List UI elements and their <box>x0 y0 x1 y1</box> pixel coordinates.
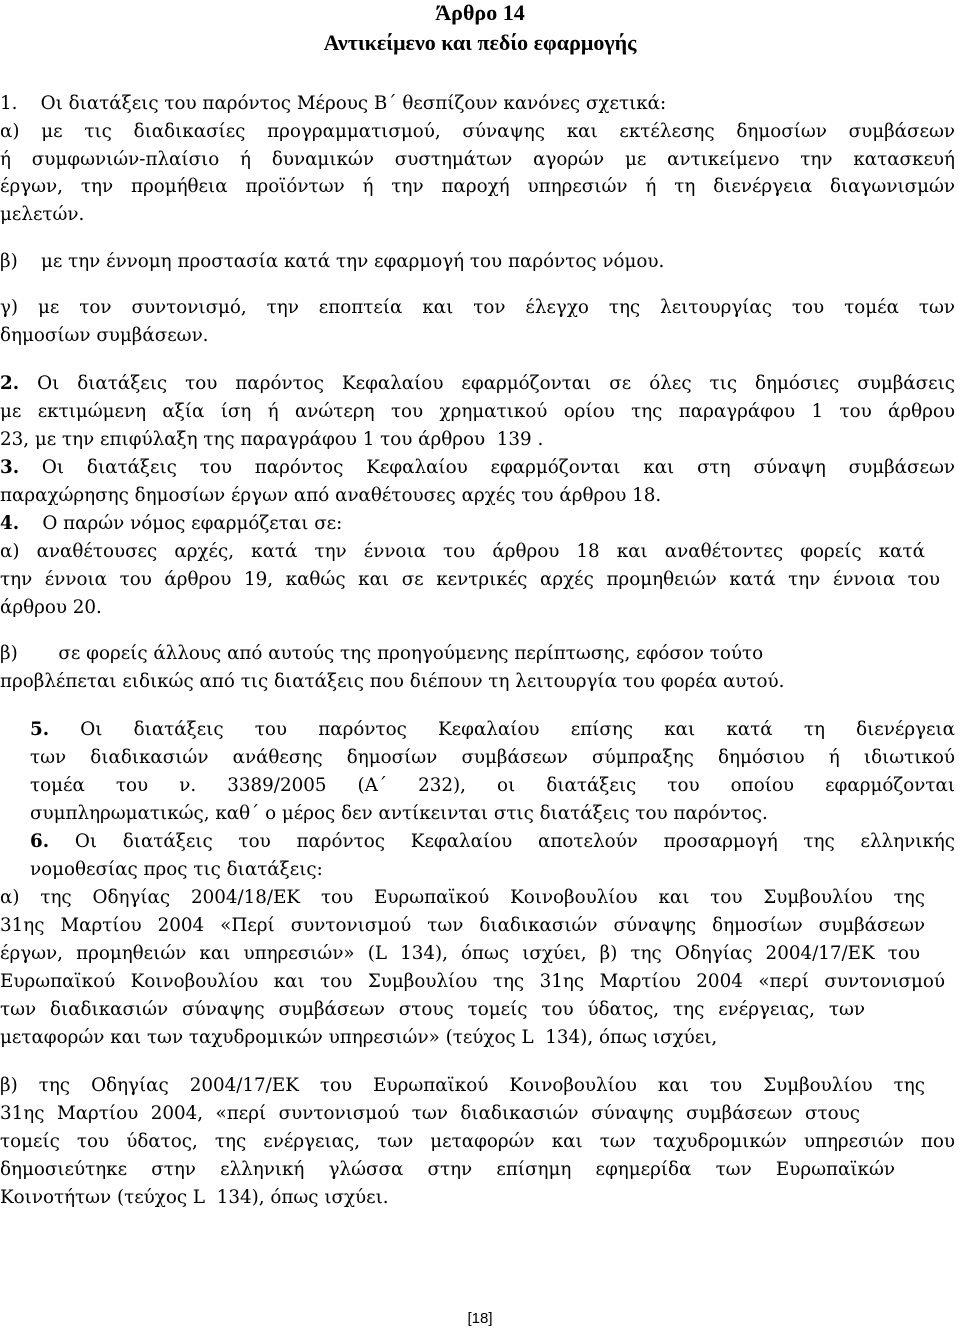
text-line <box>0 1159 895 1181</box>
line-text: την έννοια του άρθρου 19, καθώς και σε κεντρικές αρχές προμηθειών κατά την έννοια του <box>0 569 940 590</box>
text-line <box>30 775 955 797</box>
line-text: α) με τις διαδικασίες προγραμματισμού, σύναψης και εκτέλεσης δημοσίων συμβάσεων <box>0 121 955 142</box>
line-text: 31ης Μαρτίου 2004 «Περί συντονισμού των διαδικασιών σύναψης δημοσίων συμβάσεων <box>0 915 925 936</box>
page-number: [18] <box>467 1310 493 1327</box>
text-line <box>0 401 955 423</box>
text-line <box>0 671 784 693</box>
text-line <box>0 204 84 226</box>
text-line <box>0 513 342 535</box>
line-text: Οι διατάξεις του παρόντος Κεφαλαίου εφαρμόζονται και στη σύναψη συμβάσεων <box>19 457 955 478</box>
text-line <box>30 719 955 741</box>
line-text: ή συμφωνιών-πλαίσιο ή δυναμικών συστημάτων αγορών με αντικείμενο την κατασκευή <box>0 149 955 170</box>
line-text: γ) με τον συντονισμό, την εποπτεία και τον έλεγχο της λειτουργίας του τομέα των <box>0 297 955 318</box>
line-text: Οι διατάξεις του παρόντος Κεφαλαίου επίσης και κατά τη διενέργεια <box>49 719 955 740</box>
text-line <box>0 943 920 965</box>
line-text: δημοσιεύτηκε στην ελληνική γλώσσα στην επίσημη εφημερίδα των Ευρωπαϊκών <box>0 1159 895 1180</box>
text-line <box>0 325 209 347</box>
text-line <box>0 457 955 479</box>
text-line <box>0 176 955 198</box>
paragraph-number: 2. <box>0 373 20 394</box>
text-line <box>0 1131 955 1153</box>
text-line <box>0 485 661 507</box>
line-text: νομοθεσίας προς τις διατάξεις: <box>30 859 323 880</box>
paragraph-number: 4. <box>0 513 20 534</box>
line-text: 31ης Μαρτίου 2004, «περί συντονισμού των διαδικασιών σύναψης συμβάσεων στους <box>0 1103 860 1124</box>
line-text: των διαδικασιών ανάθεσης δημοσίων συμβάσεων σύμπραξης δημόσιου ή ιδιωτικού <box>30 747 955 768</box>
line-text: Οι διατάξεις του παρόντος Κεφαλαίου εφαρμόζονται σε όλες τις δημόσιες συμβάσεις <box>19 373 955 394</box>
line-text: μεταφορών και των ταχυδρομικών υπηρεσιών» (τεύχος L 134), όπως ισχύει, <box>0 1027 718 1048</box>
text-line <box>0 1027 717 1049</box>
line-text: α) της Οδηγίας 2004/18/ΕΚ του Ευρωπαϊκού Κοινοβουλίου και του Συμβουλίου της <box>0 887 925 908</box>
line-text: α) αναθέτουσες αρχές, κατά την έννοια του άρθρου 18 και αναθέτοντες φορείς κατά <box>0 541 925 562</box>
text-line <box>30 859 323 881</box>
article-heading: Άρθρο 14 <box>435 0 525 25</box>
text-line <box>0 1103 860 1125</box>
text-line <box>0 569 940 591</box>
line-text: με εκτιμώμενη αξία ίση ή ανώτερη του χρηματικού ορίου της παραγράφου 1 του άρθρου <box>0 401 955 422</box>
line-text: τομείς του ύδατος, της ενέργειας, των μεταφορών και των ταχυδρομικών υπηρεσιών που <box>0 1131 955 1152</box>
line-text: παραχώρησης δημοσίων έργων από αναθέτουσες αρχές του άρθρου 18. <box>0 485 662 506</box>
line-text: τομέα του ν. 3389/2005 (Α΄ 232), οι διατάξεις του οποίου εφαρμόζονται <box>30 775 955 796</box>
text-line <box>0 1075 925 1097</box>
text-line <box>0 999 865 1021</box>
text-line <box>0 1187 389 1209</box>
line-text: των διαδικασιών σύναψης συμβάσεων στους τομείς του ύδατος, της ενέργειας, των <box>0 999 865 1020</box>
line-text: άρθρου 20. <box>0 597 102 618</box>
line-text: 1. Οι διατάξεις του παρόντος Μέρους Β΄ θεσπίζουν κανόνες σχετικά: <box>0 93 667 114</box>
line-text: β) με την έννομη προστασία κατά την εφαρμογή του παρόντος νόμου. <box>0 251 665 272</box>
text-line <box>0 297 955 319</box>
text-line <box>0 971 945 993</box>
text-line <box>0 541 925 563</box>
line-text: έργων, την προμήθεια προϊόντων ή την παροχή υπηρεσιών ή τη διενέργεια διαγωνισμών <box>0 176 955 197</box>
line-text: προβλέπεται ειδικώς από τις διατάξεις που διέπουν τη λειτουργία του φορέα αυτού. <box>0 671 785 692</box>
text-line <box>0 643 763 665</box>
text-line <box>0 915 925 937</box>
line-text: έργων, προμηθειών και υπηρεσιών» (L 134), όπως ισχύει, β) της Οδηγίας 2004/17/ΕΚ του <box>0 943 920 964</box>
line-text: β) της Οδηγίας 2004/17/ΕΚ του Ευρωπαϊκού Κοινοβουλίου και του Συμβουλίου της <box>0 1075 925 1096</box>
line-text: συμπληρωματικώς, καθ΄ ο μέρος δεν αντίκεινται στις διατάξεις του παρόντος. <box>30 803 768 824</box>
line-text: μελετών. <box>0 204 85 225</box>
line-text: δημοσίων συμβάσεων. <box>0 325 209 346</box>
paragraph-number: 5. <box>30 719 50 740</box>
line-text: 23, με την επιφύλαξη της παραγράφου 1 του άρθρου 139 . <box>0 429 544 450</box>
paragraph-number: 6. <box>30 831 50 852</box>
text-line <box>30 803 768 825</box>
text-line <box>0 149 955 171</box>
text-line <box>0 887 925 909</box>
line-text: β) σε φορείς άλλους από αυτούς της προηγούμενης περίπτωσης, εφόσον τούτο <box>0 643 764 664</box>
text-line <box>0 597 102 619</box>
text-line <box>0 429 543 451</box>
line-text: Ο παρών νόμος εφαρμόζεται σε: <box>19 513 343 534</box>
text-line <box>0 251 664 273</box>
paragraph-number: 3. <box>0 457 20 478</box>
text-line <box>30 747 955 769</box>
text-line <box>30 831 955 853</box>
text-line <box>0 93 666 115</box>
article-subheading: Αντικείμενο και πεδίο εφαρμογής <box>323 30 637 55</box>
text-line <box>0 121 955 143</box>
line-text: Κοινοτήτων (τεύχος L 134), όπως ισχύει. <box>0 1187 389 1208</box>
line-text: Οι διατάξεις του παρόντος Κεφαλαίου αποτελούν προσαρμογή της ελληνικής <box>49 831 955 852</box>
line-text: Ευρωπαϊκού Κοινοβουλίου και του Συμβουλίου της 31ης Μαρτίου 2004 «περί συντονισμού <box>0 971 945 992</box>
text-line <box>0 373 955 395</box>
